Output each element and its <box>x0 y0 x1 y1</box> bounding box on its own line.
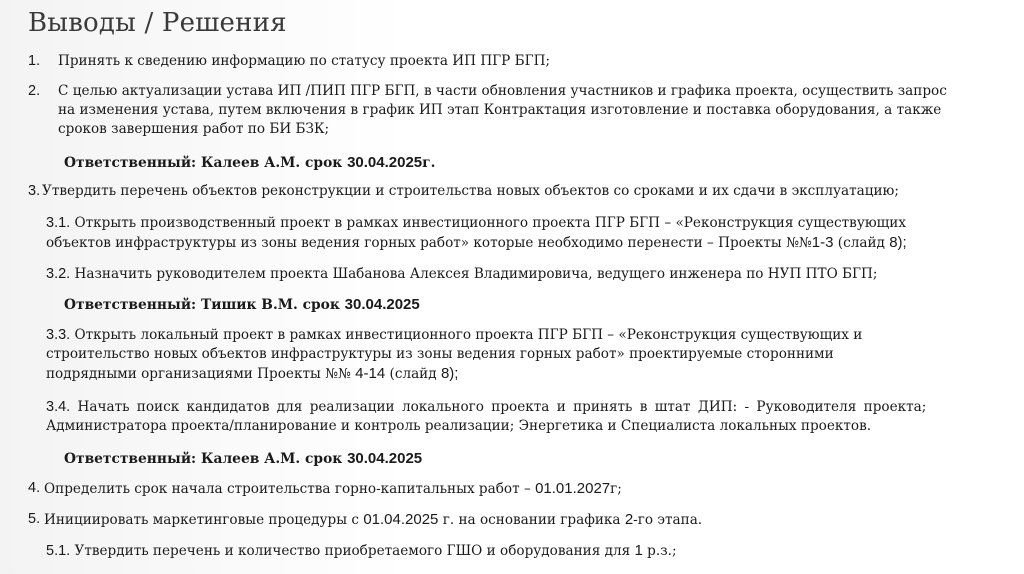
slide-ref: 8); <box>440 365 459 382</box>
responsible-date: 30.04.2025 <box>344 296 420 313</box>
list-item-5 <box>28 510 1018 530</box>
sub-item-number: 3.4. <box>46 399 71 415</box>
list-item-4 <box>28 479 1018 499</box>
sub-item-text: р.з.; <box>642 543 677 559</box>
list-item-3 <box>28 182 1018 201</box>
sub-item-number: 3.3. <box>46 327 71 343</box>
responsible-date: 30.04.2025 <box>347 450 423 467</box>
list-item-2 <box>28 82 1018 139</box>
sub-item-number: 3.2. <box>46 266 71 282</box>
item-number: 5. <box>28 511 41 527</box>
sub-item-number: 3.1. <box>46 215 71 231</box>
item-text-line: на изменения устава, путем включения в график ИП этап Контрактация изготовление и поставка оборудования, а также <box>58 102 942 118</box>
project-range: 1-3 <box>811 234 834 251</box>
marketing-date: 01.04.2025 <box>363 511 439 528</box>
responsible-date: 30.04.2025 <box>347 154 423 171</box>
item-text: Определить срок начала строительства горно-капитальных работ – <box>44 481 536 497</box>
responsible-line <box>64 450 422 467</box>
sub-item-number: 5.1. <box>46 543 71 559</box>
start-date: 01.01.2027 <box>535 480 611 497</box>
work-zone-number: 1 <box>634 542 643 559</box>
item-number: 3. <box>28 183 41 199</box>
slide-ref: 8); <box>889 234 907 251</box>
sub-item-3-1 <box>46 214 1016 253</box>
item-number: 4. <box>28 480 41 496</box>
item-text: Принять к сведению информацию по статусу проекта ИП ПГР БГП; <box>58 53 551 69</box>
item-text-line: С целью актуализации устава ИП /ПИП ПГР БГП, в части обновления участников и графика проекта, осуществить запрос <box>58 83 947 99</box>
responsible-line <box>64 296 420 313</box>
item-text: Инициировать маркетинговые процедуры с <box>44 512 364 528</box>
sub-item-text: подрядными организациями Проекты №№ <box>46 366 356 382</box>
item-number: 2. <box>28 83 41 99</box>
sub-item-5-1 <box>46 541 1016 561</box>
project-range: 4-14 <box>355 365 386 382</box>
sub-item-3-2 <box>46 265 1016 284</box>
item-text: г. на основании графика <box>438 512 625 528</box>
sub-item-text-line: Начать поиск кандидатов для реализации локального проекта и принять в штат ДИП: - Руководителя проекта; <box>77 399 927 415</box>
item-text: Утвердить перечень объектов реконструкции и строительства новых объектов со сроками и их сдачи в эксплуатацию; <box>42 183 899 199</box>
sub-item-text: Утвердить перечень и количество приобретаемого ГШО и оборудования для <box>74 543 635 559</box>
responsible-suffix: г. <box>422 155 436 171</box>
sub-item-text: Назначить руководителем проекта Шабанова Алексея Владимировича, ведущего инженера по НУП ПТО БГП; <box>74 266 878 282</box>
sub-item-3-4 <box>46 398 1016 436</box>
item-suffix: г; <box>610 481 622 497</box>
slide-title: Выводы / Решения <box>28 8 287 38</box>
item-text-line: сроков завершения работ по БИ БЗК; <box>58 121 330 137</box>
sub-item-text-line: Открыть локальный проект в рамках инвестиционного проекта ПГР БГП – «Реконструкция существующих и <box>74 327 863 343</box>
responsible-label: Ответственный: Калеев А.М. срок <box>64 155 343 171</box>
sub-item-3-3 <box>46 326 1016 384</box>
sub-item-text: (слайд <box>385 366 441 382</box>
responsible-line <box>64 154 435 171</box>
list-item-1 <box>28 52 1008 71</box>
sub-item-text-line: строительство новых объектов инфраструктуры из зоны ведения горных работ» проектируемые сторонними <box>46 346 834 362</box>
sub-item-text-line: Администратора проекта/планирование и контроль реализации; Энергетика и Специалиста локальных проектов. <box>46 418 872 434</box>
sub-item-text: (слайд <box>833 235 890 251</box>
item-text: -го этапа. <box>633 512 703 528</box>
responsible-label: Ответственный: Тишик В.М. срок <box>64 297 340 313</box>
sub-item-text-line: Открыть производственный проект в рамках инвестиционного проекта ПГР БГП – «Реконструкция существующих <box>74 215 907 231</box>
stage-number: 2 <box>624 511 634 528</box>
item-number: 1. <box>28 53 41 69</box>
sub-item-text-line: объектов инфраструктуры из зоны ведения горных работ» которые необходимо перенести – Проекты №№ <box>46 235 812 251</box>
responsible-label: Ответственный: Калеев А.М. срок <box>64 451 343 467</box>
